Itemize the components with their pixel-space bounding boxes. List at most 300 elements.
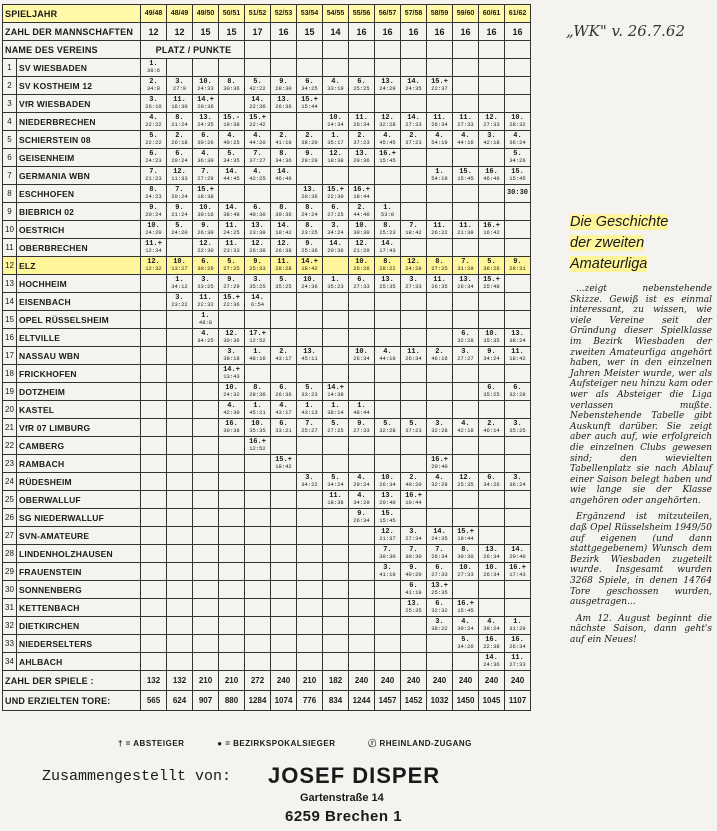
result-cell	[427, 635, 453, 653]
result-cell	[323, 527, 349, 545]
result-cell	[219, 617, 245, 635]
club-number: 21	[3, 419, 17, 437]
result-cell	[167, 653, 193, 671]
result-cell	[219, 527, 245, 545]
result-cell: 8. 28:22	[375, 257, 401, 275]
goals-cell: 565	[141, 691, 167, 711]
result-cell	[349, 599, 375, 617]
result-cell	[349, 59, 375, 77]
result-cell	[453, 455, 479, 473]
result-cell	[297, 599, 323, 617]
result-cell: 4. 29:24	[349, 473, 375, 491]
result-cell: 11. 22:32	[193, 293, 219, 311]
article-title-line3: Amateurliga	[570, 256, 648, 272]
article-body	[570, 284, 712, 652]
author-name: JOSEF DISPER	[268, 763, 441, 788]
result-cell	[297, 635, 323, 653]
season-header-row	[3, 5, 531, 23]
result-cell	[453, 365, 479, 383]
result-cell: 16.+ 16:42	[479, 221, 505, 239]
team-count-cell: 14	[323, 23, 349, 41]
result-cell: 14. 6:54	[245, 293, 271, 311]
result-cell	[167, 635, 193, 653]
result-cell: 10. 26:34	[349, 347, 375, 365]
result-cell	[245, 581, 271, 599]
result-cell: 3. 27:9	[167, 77, 193, 95]
result-cell	[323, 653, 349, 671]
result-cell	[505, 221, 531, 239]
result-cell	[349, 383, 375, 401]
empty-cell	[245, 41, 271, 59]
result-cell	[193, 419, 219, 437]
result-cell	[401, 437, 427, 455]
empty-cell	[479, 41, 505, 59]
result-cell	[349, 527, 375, 545]
result-cell	[349, 617, 375, 635]
result-cell: 5. 34:24	[323, 473, 349, 491]
result-cell	[505, 509, 531, 527]
result-cell	[193, 581, 219, 599]
result-cell	[245, 653, 271, 671]
club-row	[3, 347, 531, 365]
result-cell	[271, 545, 297, 563]
result-cell	[245, 635, 271, 653]
result-cell	[505, 527, 531, 545]
goals-cell: 880	[219, 691, 245, 711]
result-cell: 13. 25:35	[401, 599, 427, 617]
result-cell	[453, 293, 479, 311]
result-cell	[323, 563, 349, 581]
result-cell: 16. 46:46	[479, 167, 505, 185]
team-count-cell: 16	[479, 23, 505, 41]
result-cell: 2. 46:14	[479, 419, 505, 437]
result-cell: 5. 34:35	[219, 149, 245, 167]
club-name: KETTENBACH	[17, 599, 141, 617]
result-cell	[271, 329, 297, 347]
result-cell: 3. 38:22	[427, 617, 453, 635]
result-cell: 1. 48:8	[193, 311, 219, 329]
result-cell	[271, 473, 297, 491]
result-cell: 2. 38:20	[297, 131, 323, 149]
result-cell: 5. 32:28	[375, 419, 401, 437]
club-row	[3, 455, 531, 473]
club-name: GEISENHEIM	[17, 149, 141, 167]
result-cell	[401, 401, 427, 419]
result-cell: 4. 39:24	[479, 617, 505, 635]
result-cell	[271, 599, 297, 617]
club-number: 24	[3, 473, 17, 491]
result-cell	[453, 653, 479, 671]
result-cell	[375, 167, 401, 185]
goals-cell: 907	[193, 691, 219, 711]
club-row	[3, 653, 531, 671]
club-row	[3, 581, 531, 599]
team-count-cell: 17	[245, 23, 271, 41]
club-number: 9	[3, 203, 17, 221]
result-cell: 1. 35:17	[323, 131, 349, 149]
result-cell	[219, 455, 245, 473]
result-cell	[323, 509, 349, 527]
result-cell: 12. 21:37	[375, 527, 401, 545]
result-cell	[479, 239, 505, 257]
season-cell: 51/52	[245, 5, 271, 23]
result-cell: 4. 40:25	[219, 131, 245, 149]
team-count-cell: 16	[453, 23, 479, 41]
result-cell	[193, 347, 219, 365]
result-cell	[167, 59, 193, 77]
result-cell	[505, 275, 531, 293]
club-name: RÜDESHEIM	[17, 473, 141, 491]
club-number: 19	[3, 383, 17, 401]
result-cell	[167, 311, 193, 329]
result-cell	[375, 401, 401, 419]
club-row	[3, 275, 531, 293]
league-table	[2, 4, 531, 711]
result-cell: 13. 20:36	[349, 149, 375, 167]
empty-cell	[375, 41, 401, 59]
result-cell	[297, 563, 323, 581]
result-cell	[271, 563, 297, 581]
result-cell: 7. 27:29	[193, 167, 219, 185]
result-cell	[323, 545, 349, 563]
club-row	[3, 473, 531, 491]
result-cell	[479, 581, 505, 599]
handwritten-note: „WK" v. 26.7.62	[566, 22, 686, 40]
games-cell: 240	[375, 671, 401, 691]
goals-cell: 1452	[401, 691, 427, 711]
result-cell	[349, 437, 375, 455]
club-number: 29	[3, 563, 17, 581]
result-cell	[479, 455, 505, 473]
result-cell: 1. 35:23	[323, 275, 349, 293]
club-row	[3, 257, 531, 275]
result-cell	[479, 527, 505, 545]
result-cell	[453, 185, 479, 203]
goals-total-row	[3, 691, 531, 711]
result-cell: 16.+ 15:45	[453, 599, 479, 617]
result-cell: 6. 41:19	[401, 581, 427, 599]
result-cell: 3. 32:28	[427, 419, 453, 437]
result-cell	[323, 581, 349, 599]
result-cell: 4. 43:17	[271, 401, 297, 419]
club-row	[3, 239, 531, 257]
team-count-cell: 16	[401, 23, 427, 41]
result-cell: 7. 21:23	[141, 167, 167, 185]
club-number: 30	[3, 581, 17, 599]
result-cell	[505, 455, 531, 473]
result-cell: 11. 26:35	[427, 275, 453, 293]
result-cell	[167, 599, 193, 617]
result-cell: 9. 27:29	[219, 275, 245, 293]
result-cell	[375, 59, 401, 77]
result-cell: 16.+ 20:40	[427, 455, 453, 473]
result-cell: 6. 24:23	[141, 149, 167, 167]
result-cell	[401, 185, 427, 203]
result-cell: 15. 15:45	[505, 167, 531, 185]
result-cell	[375, 581, 401, 599]
result-cell	[167, 347, 193, 365]
result-cell	[479, 509, 505, 527]
result-cell	[427, 149, 453, 167]
result-cell: 10. 27:33	[453, 563, 479, 581]
games-cell: 132	[141, 671, 167, 691]
result-cell	[141, 311, 167, 329]
result-cell: 11. 27:33	[453, 113, 479, 131]
result-cell: 11.+ 12:34	[141, 239, 167, 257]
result-cell: 10. 28:32	[505, 113, 531, 131]
result-cell: 1. 48:44	[349, 401, 375, 419]
result-cell	[219, 509, 245, 527]
result-cell	[401, 383, 427, 401]
team-count-label: ZAHL DER MANNSCHAFTEN	[3, 23, 141, 41]
result-cell	[375, 653, 401, 671]
legend	[118, 738, 502, 749]
result-cell: 1. 38:6	[141, 59, 167, 77]
result-cell	[219, 653, 245, 671]
result-cell: 9. 26:34	[349, 509, 375, 527]
club-number: 16	[3, 329, 17, 347]
club-row	[3, 59, 531, 77]
games-cell: 240	[479, 671, 505, 691]
result-cell	[375, 455, 401, 473]
games-cell: 240	[349, 671, 375, 691]
games-cell: 240	[453, 671, 479, 691]
result-cell: 10. 24:36	[297, 275, 323, 293]
team-count-cell: 15	[193, 23, 219, 41]
result-cell	[245, 185, 271, 203]
club-number: 10	[3, 221, 17, 239]
empty-cell	[323, 41, 349, 59]
result-cell	[219, 437, 245, 455]
result-cell	[479, 599, 505, 617]
result-cell: 8. 30:30	[453, 545, 479, 563]
result-cell: 7. 26:34	[427, 545, 453, 563]
result-cell	[297, 491, 323, 509]
club-row	[3, 635, 531, 653]
result-cell	[193, 527, 219, 545]
result-cell: 11. 18:42	[505, 347, 531, 365]
result-cell: 3. 41:19	[375, 563, 401, 581]
result-cell	[167, 383, 193, 401]
club-name: OBERWALLUF	[17, 491, 141, 509]
result-cell: 6. 40:30	[245, 203, 271, 221]
result-cell: 4. 42:25	[245, 167, 271, 185]
club-name: FRAUENSTEIN	[17, 563, 141, 581]
result-cell	[167, 581, 193, 599]
result-cell	[271, 653, 297, 671]
season-cell: 57/58	[401, 5, 427, 23]
result-cell	[141, 383, 167, 401]
result-cell: 15. 15:45	[453, 167, 479, 185]
club-number: 25	[3, 491, 17, 509]
result-cell	[479, 203, 505, 221]
result-cell: 8. 30:36	[219, 77, 245, 95]
result-cell: 1. 34:12	[167, 275, 193, 293]
club-number: 2	[3, 77, 17, 95]
club-number: 27	[3, 527, 17, 545]
result-cell: 15.+ 25:48	[479, 275, 505, 293]
result-cell	[349, 455, 375, 473]
result-cell: 2. 26:18	[167, 131, 193, 149]
result-cell: 6. 20:24	[167, 149, 193, 167]
result-cell	[245, 311, 271, 329]
result-cell	[297, 113, 323, 131]
club-name: LINDENHOLZHAUSEN	[17, 545, 141, 563]
result-cell	[505, 401, 531, 419]
result-cell	[167, 509, 193, 527]
result-cell	[297, 437, 323, 455]
result-cell	[505, 365, 531, 383]
result-cell: 7. 30:30	[401, 545, 427, 563]
result-cell	[167, 239, 193, 257]
result-cell	[453, 383, 479, 401]
team-count-cell: 16	[505, 23, 531, 41]
league-history-table	[2, 4, 530, 711]
club-row	[3, 203, 531, 221]
result-cell	[193, 491, 219, 509]
result-cell: 10. 24:20	[141, 221, 167, 239]
result-cell: 13. 20:40	[375, 491, 401, 509]
result-cell: 2. 37:23	[349, 131, 375, 149]
article-title-line2: der zweiten	[570, 235, 645, 251]
result-cell	[505, 293, 531, 311]
result-cell: 14.+ 20:36	[193, 95, 219, 113]
result-cell	[349, 167, 375, 185]
result-cell	[401, 95, 427, 113]
result-cell	[453, 77, 479, 95]
result-cell: 2. 41:19	[271, 131, 297, 149]
result-cell	[453, 509, 479, 527]
empty-cell	[401, 41, 427, 59]
result-cell	[167, 617, 193, 635]
result-cell: 15.+ 22:37	[427, 77, 453, 95]
club-name: SONNENBERG	[17, 581, 141, 599]
result-cell	[297, 581, 323, 599]
result-cell: 10. 30:16	[193, 203, 219, 221]
result-cell	[453, 95, 479, 113]
result-cell	[375, 365, 401, 383]
result-cell	[141, 563, 167, 581]
result-cell	[427, 239, 453, 257]
club-number: 4	[3, 113, 17, 131]
season-cell: 49/48	[141, 5, 167, 23]
result-cell	[141, 581, 167, 599]
result-cell: 11. 28:28	[271, 257, 297, 275]
result-cell	[323, 59, 349, 77]
result-cell: 6. 26:36	[271, 383, 297, 401]
result-cell: 9. 28:30	[271, 77, 297, 95]
result-cell: 15.+ 15:44	[297, 95, 323, 113]
result-cell	[479, 491, 505, 509]
result-cell: 7. 18:42	[401, 221, 427, 239]
club-name: SVN-AMATEURE	[17, 527, 141, 545]
result-cell: 16. 22:38	[479, 635, 505, 653]
result-cell	[453, 311, 479, 329]
result-cell	[401, 617, 427, 635]
result-cell	[479, 185, 505, 203]
club-number: 28	[3, 545, 17, 563]
club-number: 22	[3, 437, 17, 455]
team-count-cell: 16	[271, 23, 297, 41]
club-number: 6	[3, 149, 17, 167]
goals-cell: 776	[297, 691, 323, 711]
team-count-cell: 15	[219, 23, 245, 41]
result-cell	[271, 635, 297, 653]
result-cell	[401, 239, 427, 257]
club-number: 13	[3, 275, 17, 293]
goals-cell: 1457	[375, 691, 401, 711]
result-cell: 12. 30:36	[219, 329, 245, 347]
club-name: HOCHHEIM	[17, 275, 141, 293]
result-cell	[219, 491, 245, 509]
result-cell	[401, 653, 427, 671]
club-row	[3, 113, 531, 131]
result-cell	[271, 311, 297, 329]
result-cell: 11. 21:39	[453, 221, 479, 239]
club-number: 8	[3, 185, 17, 203]
result-cell: 11. 26:34	[427, 113, 453, 131]
result-cell: 16.+ 18:44	[349, 185, 375, 203]
result-cell	[349, 95, 375, 113]
result-cell: 13. 20:36	[297, 185, 323, 203]
result-cell	[401, 149, 427, 167]
result-cell: 9. 27:33	[349, 419, 375, 437]
result-cell	[167, 527, 193, 545]
result-cell	[193, 563, 219, 581]
result-cell	[375, 95, 401, 113]
result-cell	[141, 599, 167, 617]
result-cell	[245, 473, 271, 491]
result-cell	[245, 455, 271, 473]
result-cell: 3. 27:27	[453, 347, 479, 365]
result-cell: 12. 18:38	[323, 149, 349, 167]
author-city: 6259 Brechen 1	[285, 808, 403, 825]
result-cell	[453, 203, 479, 221]
result-cell: 14. 17:43	[375, 239, 401, 257]
club-row	[3, 617, 531, 635]
result-cell: 11. 27:33	[505, 653, 531, 671]
club-name: AHLBACH	[17, 653, 141, 671]
result-cell	[219, 95, 245, 113]
result-cell	[349, 311, 375, 329]
result-cell	[323, 365, 349, 383]
result-cell	[141, 545, 167, 563]
empty-cell	[349, 41, 375, 59]
club-row	[3, 95, 531, 113]
club-number: 14	[3, 293, 17, 311]
club-name: OESTRICH	[17, 221, 141, 239]
result-cell	[141, 275, 167, 293]
result-cell: 11. 26:34	[349, 113, 375, 131]
result-cell	[141, 293, 167, 311]
result-cell: 12. 26:38	[271, 239, 297, 257]
goals-cell: 1244	[349, 691, 375, 711]
goals-label: UND ERZIELTEN TORE:	[3, 691, 141, 711]
result-cell: 5. 22:22	[141, 131, 167, 149]
result-cell	[167, 419, 193, 437]
result-cell: 6. 27:33	[427, 563, 453, 581]
season-cell: 50/51	[219, 5, 245, 23]
result-cell	[479, 59, 505, 77]
result-cell	[323, 455, 349, 473]
result-cell	[323, 599, 349, 617]
result-cell	[479, 311, 505, 329]
result-cell	[271, 527, 297, 545]
goals-cell: 1284	[245, 691, 271, 711]
games-cell: 240	[271, 671, 297, 691]
result-cell	[297, 167, 323, 185]
club-name: OPEL RÜSSELSHEIM	[17, 311, 141, 329]
